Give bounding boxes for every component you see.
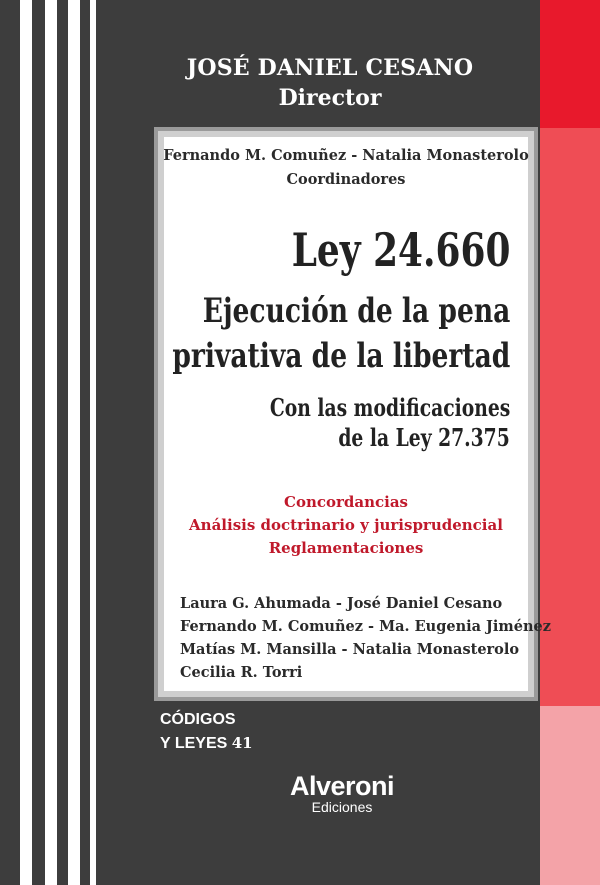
- white-stripe: [68, 0, 80, 885]
- publisher-imprint: Ediciones: [311, 799, 373, 815]
- book-title-line-3: privativa de la libertad: [172, 336, 510, 376]
- contributors-line: Cecilia R. Torri: [180, 664, 303, 681]
- book-title-law: Ley 24.660: [291, 223, 510, 277]
- contributors-line: Fernando M. Comuñez - Ma. Eugenia Jiménez: [180, 618, 551, 635]
- white-stripe: [45, 0, 57, 885]
- series-number: 41: [231, 734, 253, 752]
- subtitle-line-1: Con las modificaciones: [269, 393, 510, 422]
- contributors-line: Laura G. Ahumada - José Daniel Cesano: [180, 595, 503, 612]
- white-stripe: [90, 0, 96, 885]
- subtitle-line-2: de la Ley 27.375: [338, 423, 510, 452]
- book-title-line-2: Ejecución de la pena: [202, 291, 510, 331]
- author-name: JOSÉ DANIEL CESANO: [186, 55, 474, 81]
- author-role: Director: [278, 85, 382, 111]
- series-label-line-2: [160, 734, 253, 753]
- contributors-line: Matías M. Mansilla - Natalia Monasterolo: [180, 641, 520, 658]
- white-stripe: [20, 0, 32, 885]
- highlight-item: Concordancias: [284, 493, 408, 511]
- red-band-bottom: [540, 706, 600, 885]
- highlight-item: Análisis doctrinario y jurisprudencial: [189, 516, 503, 534]
- publisher-logo: [290, 773, 394, 815]
- series-label-line-1: CÓDIGOS: [160, 711, 236, 728]
- publisher-name: Alveroni: [290, 771, 395, 801]
- highlight-item: Reglamentaciones: [268, 539, 424, 557]
- title-panel: [154, 127, 551, 701]
- series-label-text: Y LEYES: [160, 735, 228, 752]
- coordinators-label: Coordinadores: [286, 171, 406, 188]
- coordinators-names: Fernando M. Comuñez - Natalia Monasterolo: [163, 147, 529, 164]
- red-band-top: [540, 0, 600, 128]
